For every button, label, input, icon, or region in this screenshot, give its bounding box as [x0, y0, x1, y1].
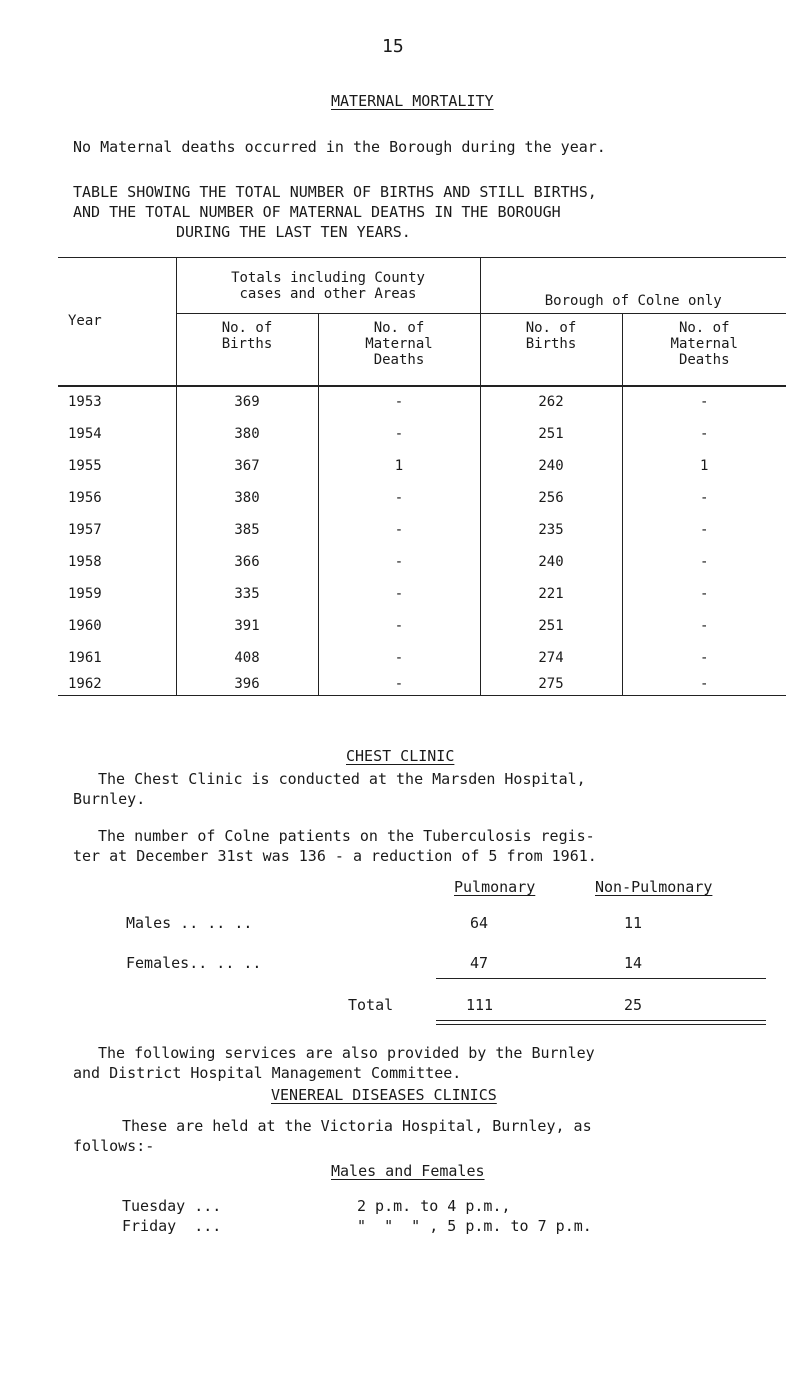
cell-deaths-colne: -	[622, 674, 786, 696]
total-rule-top	[436, 978, 766, 979]
cell-births-total: 385	[176, 514, 318, 546]
cell-deaths-total: 1	[318, 450, 480, 482]
table-row	[58, 418, 786, 450]
cell-births-colne: 235	[480, 514, 622, 546]
cell-births-colne: 275	[480, 674, 622, 696]
cell-year: 1955	[68, 457, 102, 474]
col-year-header: Year	[58, 258, 176, 386]
females-pulmonary: 47	[470, 954, 489, 972]
table-row	[58, 578, 786, 610]
table-row	[58, 642, 786, 674]
maternal-statement: No Maternal deaths occurred in the Borough during the year.	[73, 138, 606, 156]
sub-deaths-colne: No. of Maternal Deaths	[622, 314, 786, 386]
table-title-line1: TABLE SHOWING THE TOTAL NUMBER OF BIRTHS AND STILL BIRTHS,	[73, 183, 597, 201]
venereal-subheading: Males and Females	[331, 1162, 485, 1180]
cell-deaths-total: -	[318, 578, 480, 610]
cell-year: 1954	[68, 425, 102, 442]
cell-deaths-total: -	[318, 418, 480, 450]
chest-para2-line1: The number of Colne patients on the Tuberculosis regis-	[98, 827, 595, 845]
session-tuesday-day: Tuesday ...	[122, 1197, 222, 1215]
cell-deaths-total: -	[318, 514, 480, 546]
venereal-intro-line1: These are held at the Victoria Hospital, Burnley, as	[122, 1117, 592, 1135]
cell-year: 1953	[68, 394, 102, 410]
cell-deaths-total: -	[318, 642, 480, 674]
maternal-heading: MATERNAL MORTALITY	[331, 92, 494, 110]
cell-births-colne: 274	[480, 642, 622, 674]
session-friday-time: " " " , 5 p.m. to 7 p.m.	[357, 1217, 592, 1235]
services-line1: The following services are also provided by the Burnley	[98, 1044, 595, 1062]
cell-births-colne: 221	[480, 578, 622, 610]
table-row	[58, 450, 786, 482]
venereal-intro-line2: follows:-	[73, 1137, 155, 1155]
cell-deaths-colne: -	[622, 578, 786, 610]
table-row	[58, 546, 786, 578]
sub-births-colne: No. of Births	[480, 314, 622, 386]
males-pulmonary: 64	[470, 914, 489, 932]
total-non-pulmonary: 25	[624, 996, 643, 1014]
males-non-pulmonary: 11	[624, 914, 643, 932]
cell-births-colne: 240	[480, 450, 622, 482]
cell-births-total: 408	[176, 642, 318, 674]
session-friday-day: Friday ...	[122, 1217, 222, 1235]
table-row	[58, 482, 786, 514]
table-row	[58, 674, 786, 696]
table-row	[58, 610, 786, 642]
cell-deaths-total: -	[318, 610, 480, 642]
cell-births-colne: 251	[480, 610, 622, 642]
venereal-heading: VENEREAL DISEASES CLINICS	[271, 1086, 497, 1104]
session-tuesday-time: 2 p.m. to 4 p.m.,	[357, 1197, 511, 1215]
chest-para1-line2: Burnley.	[73, 790, 146, 808]
services-line2: and District Hospital Management Committee.	[73, 1064, 462, 1082]
cell-births-total: 380	[176, 418, 318, 450]
page-number: 15	[382, 36, 404, 57]
cell-births-colne: 256	[480, 482, 622, 514]
cell-births-total: 335	[176, 578, 318, 610]
cell-births-total: 391	[176, 610, 318, 642]
chest-heading: CHEST CLINIC	[346, 747, 455, 765]
females-label: Females.. .. ..	[126, 954, 262, 972]
cell-year: 1956	[68, 489, 102, 506]
births-deaths-table	[58, 257, 786, 696]
cell-deaths-total: -	[318, 546, 480, 578]
cell-deaths-colne: -	[622, 418, 786, 450]
cell-deaths-colne: -	[622, 514, 786, 546]
sub-births-total: No. of Births	[176, 314, 318, 386]
cell-births-total: 366	[176, 546, 318, 578]
cell-deaths-total: -	[318, 674, 480, 696]
group-totals-header: Totals including County cases and other Areas	[176, 258, 480, 314]
col-pulmonary: Pulmonary	[454, 878, 536, 896]
cell-deaths-colne: -	[622, 642, 786, 674]
females-non-pulmonary: 14	[624, 954, 643, 972]
cell-deaths-colne: -	[622, 386, 786, 418]
table-title-line2: AND THE TOTAL NUMBER OF MATERNAL DEATHS IN THE BOROUGH	[73, 203, 561, 221]
sub-deaths-total: No. of Maternal Deaths	[318, 314, 480, 386]
chest-para1-line1: The Chest Clinic is conducted at the Marsden Hospital,	[98, 770, 586, 788]
total-label: Total	[348, 996, 394, 1014]
males-label: Males .. .. ..	[126, 914, 253, 932]
col-non-pulmonary: Non-Pulmonary	[595, 878, 713, 896]
cell-deaths-colne: -	[622, 546, 786, 578]
cell-year: 1962	[58, 674, 176, 696]
total-pulmonary: 111	[466, 996, 494, 1014]
cell-births-total: 369	[176, 386, 318, 418]
cell-births-total: 396	[176, 674, 318, 696]
cell-deaths-total: -	[318, 482, 480, 514]
total-rule-bottom-1	[436, 1020, 766, 1021]
cell-births-total: 380	[176, 482, 318, 514]
cell-year: 1960	[68, 617, 102, 634]
cell-deaths-colne: 1	[622, 450, 786, 482]
chest-para2-line2: ter at December 31st was 136 - a reduction of 5 from 1961.	[73, 847, 597, 865]
cell-births-colne: 251	[480, 418, 622, 450]
cell-year: 1959	[68, 585, 102, 602]
cell-births-colne: 240	[480, 546, 622, 578]
cell-year: 1961	[68, 649, 102, 666]
table-title-line3: DURING THE LAST TEN YEARS.	[176, 223, 411, 241]
cell-births-total: 367	[176, 450, 318, 482]
group-colne-header: Borough of Colne only	[480, 258, 786, 314]
cell-deaths-colne: -	[622, 610, 786, 642]
total-rule-bottom-2	[436, 1024, 766, 1025]
table-row	[58, 514, 786, 546]
cell-births-colne: 262	[480, 386, 622, 418]
cell-year: 1957	[68, 521, 102, 538]
cell-deaths-colne: -	[622, 482, 786, 514]
cell-deaths-total: -	[318, 386, 480, 418]
cell-year: 1958	[68, 553, 102, 570]
table-row	[58, 386, 786, 418]
